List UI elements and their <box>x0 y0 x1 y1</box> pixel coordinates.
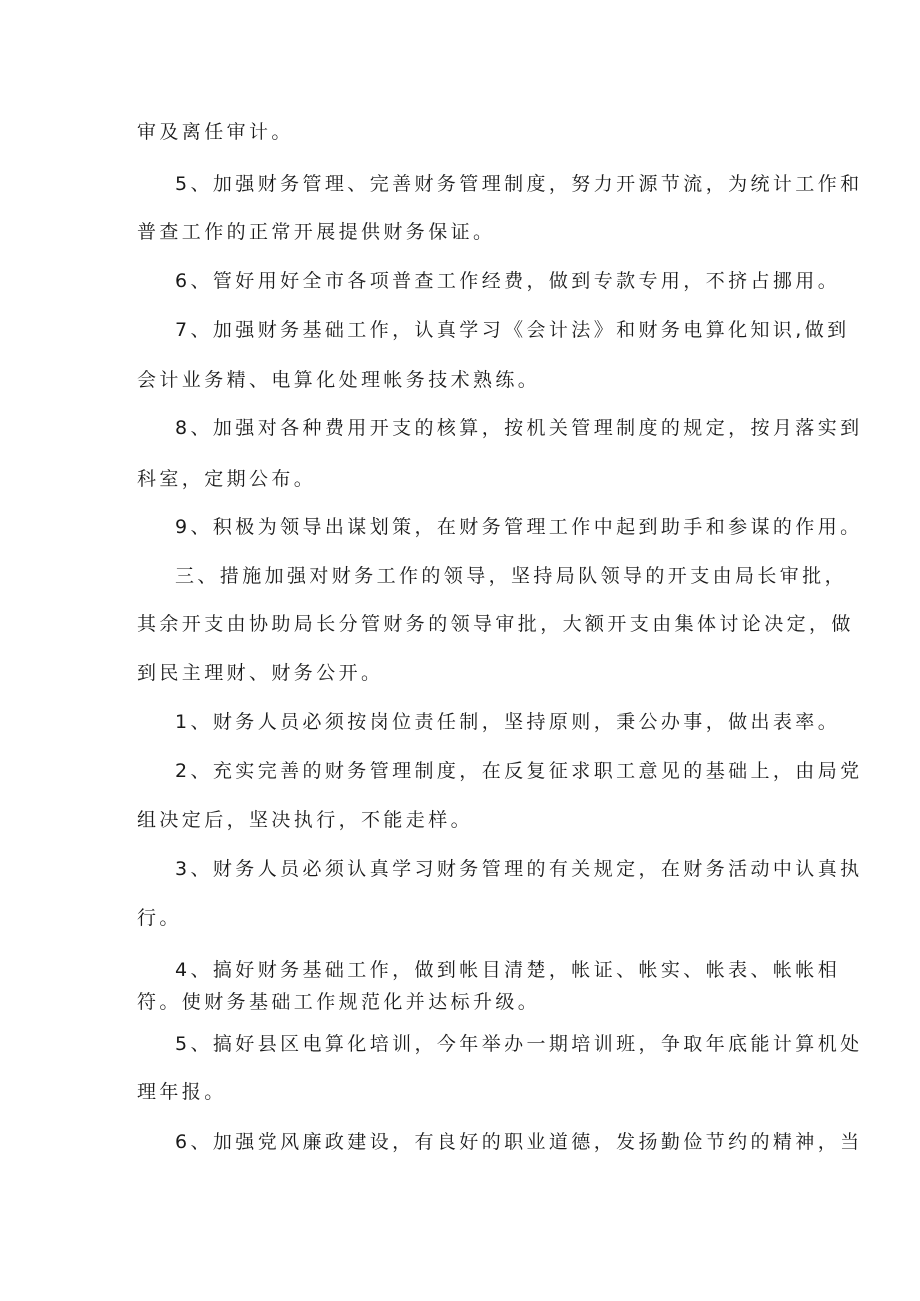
text-line: 行。 <box>137 907 182 929</box>
text-line: 理年报。 <box>137 1081 227 1103</box>
text-line: 5、加强财务管理、完善财务管理制度，努力开源节流，为统计工作和 <box>175 173 863 195</box>
text-line: 科室，定期公布。 <box>137 468 317 490</box>
text-line: 4、搞好财务基础工作，做到帐目清楚，帐证、帐实、帐表、帐帐相 <box>175 959 841 981</box>
text-line: 审及离任审计。 <box>137 121 294 143</box>
text-line: 其余开支由协助局长分管财务的领导审批，大额开支由集体讨论决定，做 <box>137 613 854 635</box>
text-line: 6、管好用好全市各项普查工作经费，做到专款专用，不挤占挪用。 <box>175 270 841 292</box>
text-line: 5、搞好县区电算化培训，今年举办一期培训班，争取年底能计算机处 <box>175 1033 863 1055</box>
text-line: 1、财务人员必须按岗位责任制，坚持原则，秉公办事，做出表率。 <box>175 711 841 733</box>
text-line: 9、积极为领导出谋划策，在财务管理工作中起到助手和参谋的作用。 <box>175 516 863 538</box>
text-line: 到民主理财、财务公开。 <box>137 662 384 684</box>
text-line: 6、加强党风廉政建设，有良好的职业道德，发扬勤俭节约的精神，当 <box>175 1131 863 1153</box>
text-line: 符。使财务基础工作规范化并达标升级。 <box>137 991 541 1013</box>
text-line: 会计业务精、电算化处理帐务技术熟练。 <box>137 369 541 391</box>
text-line: 组决定后，坚决执行，不能走样。 <box>137 809 474 831</box>
text-line: 普查工作的正常开展提供财务保证。 <box>137 221 496 243</box>
text-line: 3、财务人员必须认真学习财务管理的有关规定，在财务活动中认真执 <box>175 858 863 880</box>
text-line: 三、措施加强对财务工作的领导，坚持局队领导的开支由局长审批， <box>175 565 848 587</box>
text-line: 8、加强对各种费用开支的核算，按机关管理制度的规定，按月落实到 <box>175 417 863 439</box>
text-line: 7、加强财务基础工作，认真学习《会计法》和财务电算化知识,做到 <box>175 319 850 341</box>
text-line: 2、充实完善的财务管理制度，在反复征求职工意见的基础上，由局党 <box>175 760 863 782</box>
